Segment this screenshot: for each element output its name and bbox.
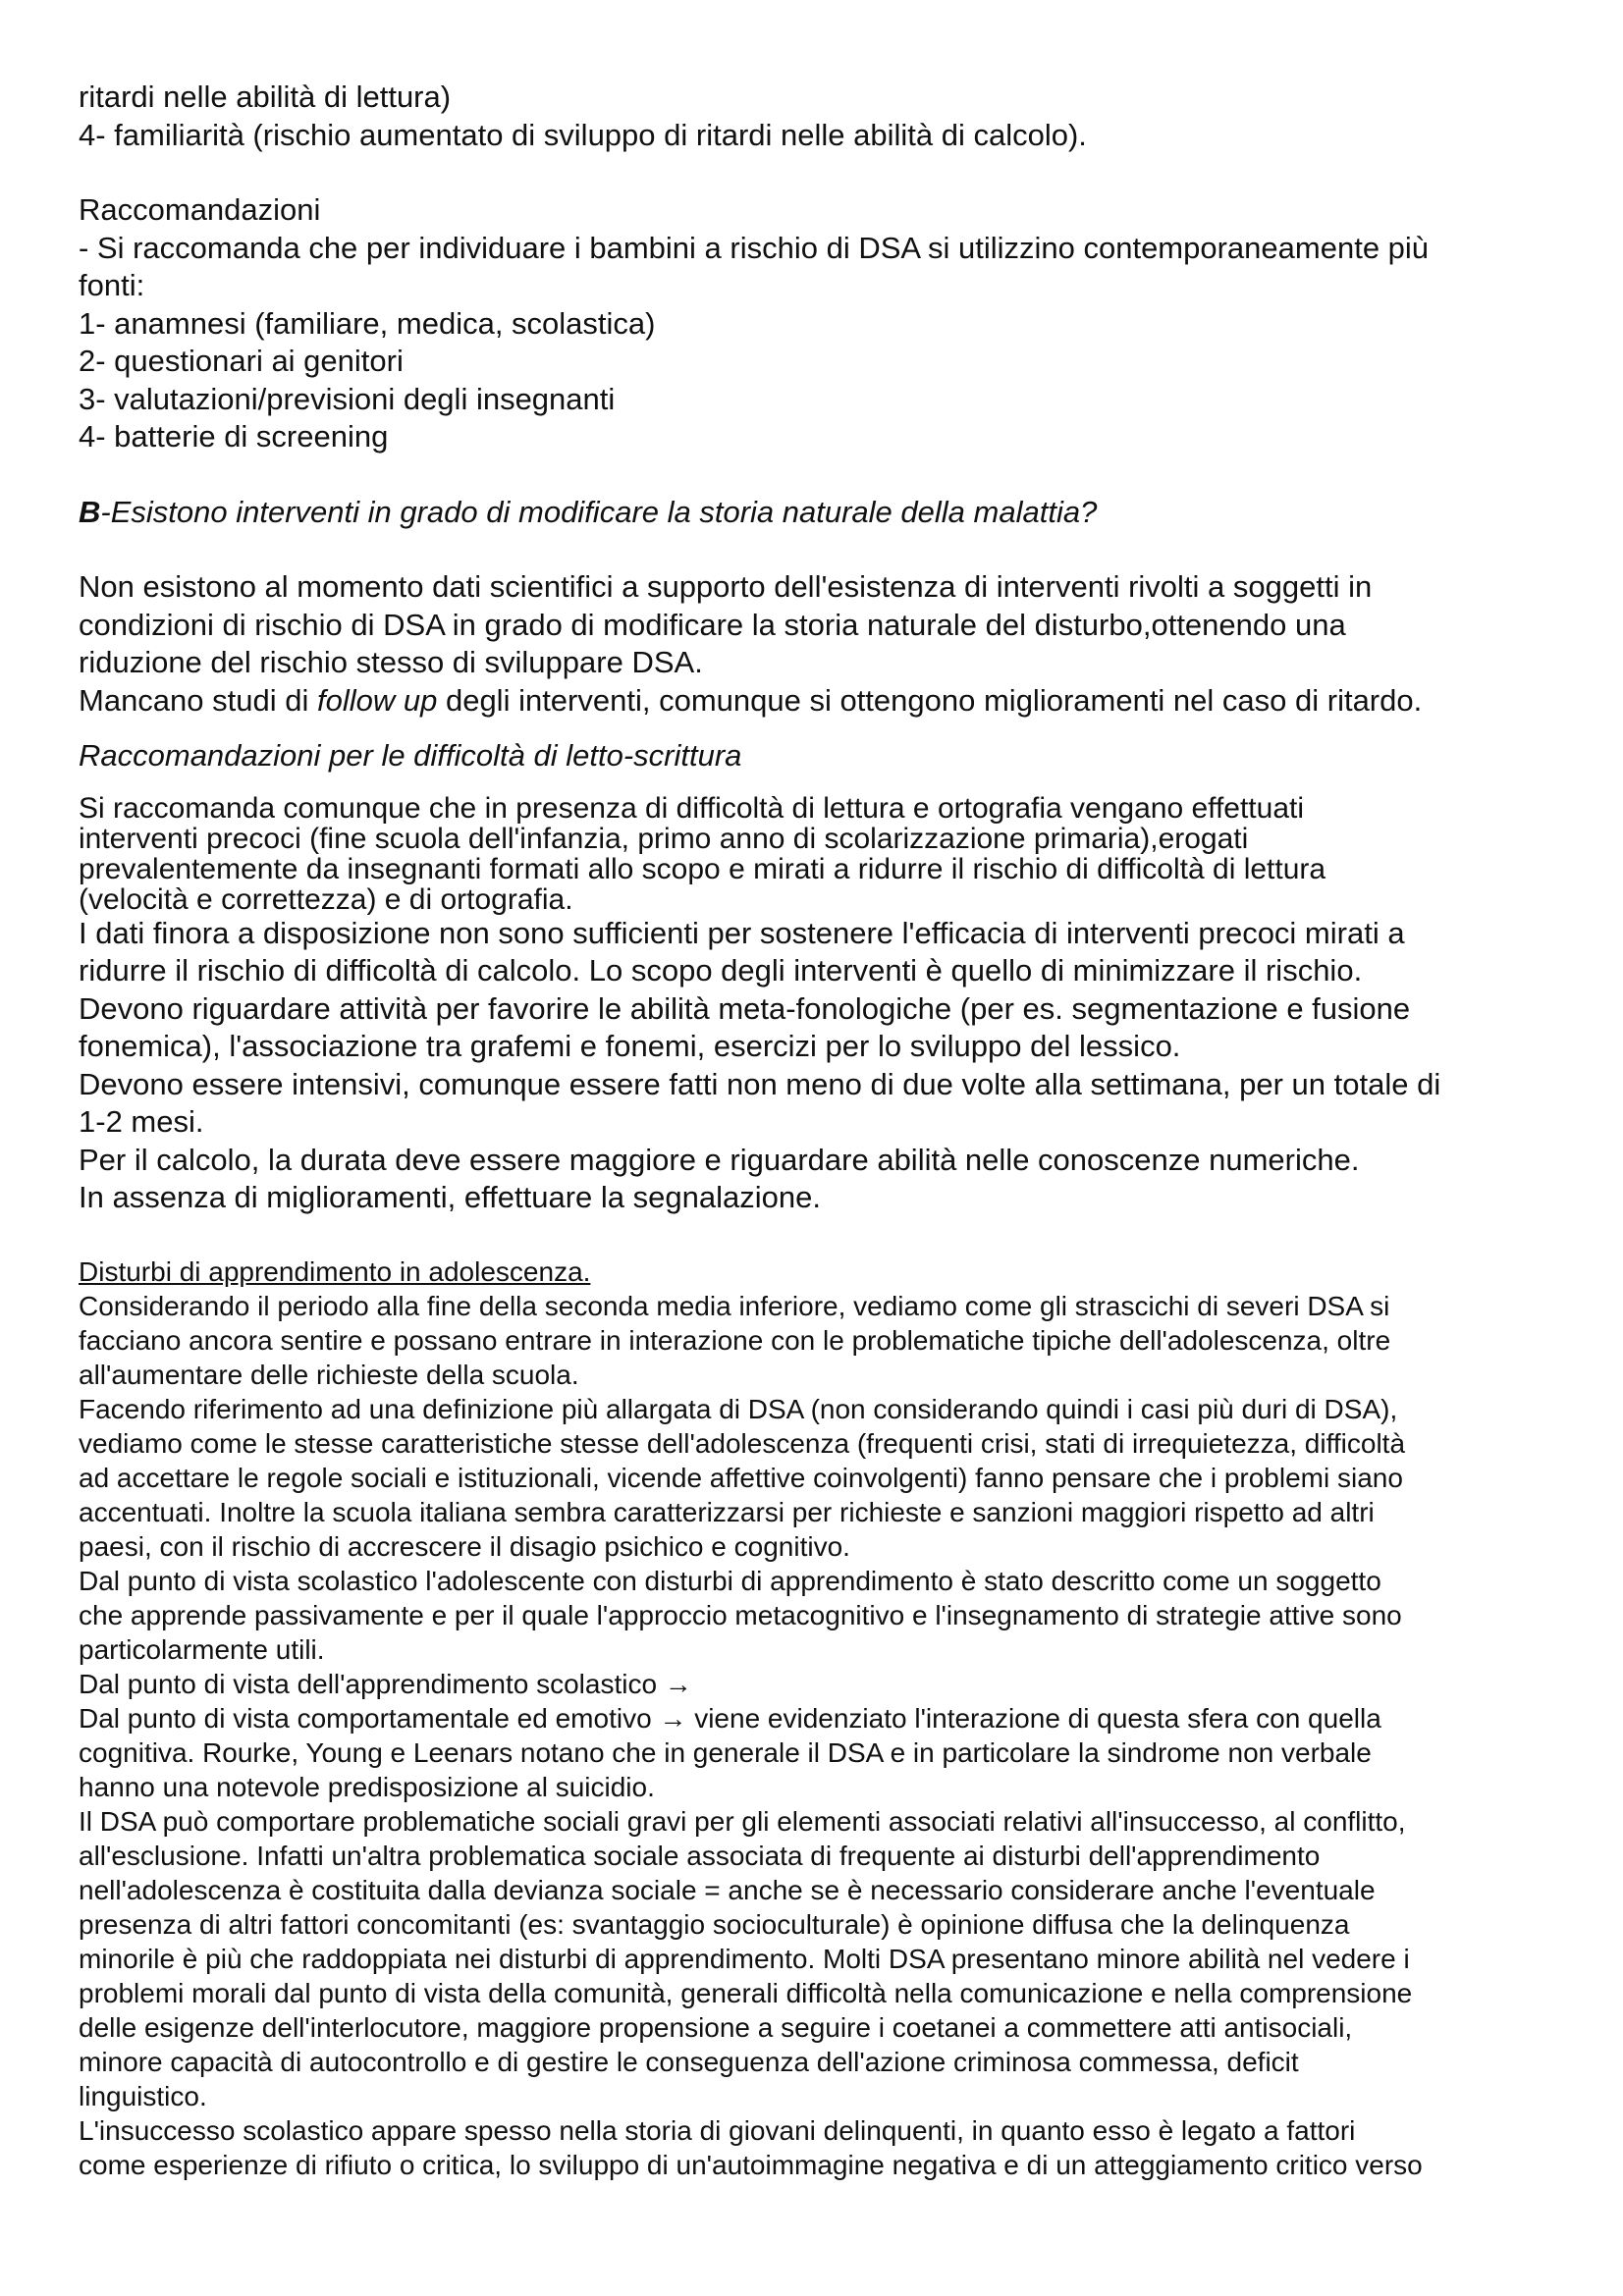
text-line: condizioni di rischio di DSA in grado di modificare la storia naturale del disturbo,ottenendo una bbox=[79, 607, 1346, 642]
question-letter: B bbox=[79, 494, 101, 529]
text-line: accentuati. Inoltre la scuola italiana sembra caratterizzarsi per richieste e sanzioni maggiori rispetto ad altri bbox=[79, 1496, 1375, 1527]
text-line: paesi, con il rischio di accrescere il disagio psichico e cognitivo. bbox=[79, 1530, 850, 1562]
text-line: Non esistono al momento dati scientifici a supporto dell'esistenza di interventi rivolti a soggetti in bbox=[79, 569, 1373, 604]
text-line: nell'adolescenza è costituita dalla devianza sociale = anche se è necessario considerare anche l'eventuale bbox=[79, 1874, 1376, 1905]
question-text: -Esistono interventi in grado di modificare la storia naturale della malattia? bbox=[100, 494, 1098, 529]
adolescenza-section bbox=[79, 1255, 1551, 2182]
text-line: 4- familiarità (rischio aumentato di sviluppo di ritardi nelle abilità di calcolo). bbox=[79, 117, 1087, 152]
text-line: cognitiva. Rourke, Young e Leenars notano che in generale il DSA e in particolare la sindrome non verbale bbox=[79, 1736, 1372, 1768]
followup-post: degli interventi, comunque si ottengono miglioramenti nel caso di ritardo. bbox=[437, 682, 1423, 718]
text-line: interventi precoci (fine scuola dell'infanzia, primo anno di scolarizzazione primaria),erogati bbox=[79, 822, 1249, 855]
list-item: 3- valutazioni/previsioni degli insegnanti bbox=[79, 381, 616, 416]
text-line: Dal punto di vista dell'apprendimento scolastico → bbox=[79, 1668, 692, 1699]
text-line: minore capacità di autocontrollo e di gestire le conseguenza dell'azione criminosa commessa, deficit bbox=[79, 2046, 1299, 2077]
followup-pre: Mancano studi di bbox=[79, 682, 317, 718]
text-line: hanno una notevole predisposizione al suicidio. bbox=[79, 1771, 655, 1802]
text-line: Per il calcolo, la durata deve essere maggiore e riguardare abilità nelle conoscenze numeriche. bbox=[79, 1142, 1360, 1177]
text-line: all'esclusione. Infatti un'altra problematica sociale associata di frequente ai disturbi dell'apprendimento bbox=[79, 1840, 1321, 1871]
document-page bbox=[79, 79, 1551, 2182]
raccomandazioni-lettoscrittura-body bbox=[79, 793, 1551, 1217]
list-item: 2- questionari ai genitori bbox=[79, 344, 404, 378]
text-line: particolarmente utili. bbox=[79, 1633, 325, 1665]
text-line: linguistico. bbox=[79, 2080, 207, 2111]
raccomandazioni-lettoscrittura-title: Raccomandazioni per le difficoltà di letto-scrittura bbox=[79, 738, 742, 773]
followup-italic: follow up bbox=[316, 682, 438, 718]
section-title-underlined: Disturbi di apprendimento in adolescenza. bbox=[79, 1255, 591, 1287]
text-line: Dal punto di vista comportamentale ed emotivo → viene evidenziato l'interazione di questa sfera con quella bbox=[79, 1702, 1381, 1734]
text-line: Si raccomanda comunque che in presenza di difficoltà di lettura e ortografia vengano effettuati bbox=[79, 791, 1305, 825]
text-line: fonemica), l'associazione tra grafemi e fonemi, esercizi per lo sviluppo del lessico. bbox=[79, 1029, 1181, 1063]
text-line bbox=[79, 682, 1551, 721]
text-line: Dal punto di vista scolastico l'adolescente con disturbi di apprendimento è stato descritto come un soggetto bbox=[79, 1565, 1381, 1596]
text-line: ridurre il rischio di difficoltà di calcolo. Lo scopo degli interventi è quello di minimizzare il rischio. bbox=[79, 953, 1363, 988]
text-line: 1-2 mesi. bbox=[79, 1104, 204, 1139]
text-line: come esperienze di rifiuto o critica, lo sviluppo di un'autoimmagine negativa e di un atteggiamento critico verso bbox=[79, 2149, 1423, 2180]
text-line: riduzione del rischio stesso di sviluppare DSA. bbox=[79, 645, 703, 679]
question-b-heading bbox=[79, 494, 1551, 532]
text-line: Devono essere intensivi, comunque essere fatti non meno di due volte alla settimana, per un totale di bbox=[79, 1066, 1441, 1101]
text-line: problemi morali dal punto di vista della comunità, generali difficoltà nella comunicazione e nella comprensione bbox=[79, 1977, 1413, 2008]
text-line: presenza di altri fattori concomitanti (es: svantaggio socioculturale) è opinione diffusa che la delinquenza bbox=[79, 1908, 1350, 1940]
list-item: 4- batterie di screening bbox=[79, 419, 389, 454]
text-line: - Si raccomanda che per individuare i bambini a rischio di DSA si utilizzino contemporaneamente più bbox=[79, 230, 1430, 265]
text-line: (velocità e correttezza) e di ortografia. bbox=[79, 882, 573, 916]
text-line: delle esigenze dell'interlocutore, maggiore propensione a seguire i coetanei a commettere atti antisociali, bbox=[79, 2011, 1353, 2043]
text-line: ritardi nelle abilità di lettura) bbox=[79, 80, 452, 114]
text-line: In assenza di miglioramenti, effettuare la segnalazione. bbox=[79, 1180, 821, 1214]
text-line: che apprende passivamente e per il quale l'approccio metacognitivo e l'insegnamento di strategie attive sono bbox=[79, 1599, 1402, 1630]
list-item: 1- anamnesi (familiare, medica, scolastica) bbox=[79, 305, 656, 341]
text-line: facciano ancora sentire e possano entrare in interazione con le problematiche tipiche dell'adolescenza, oltre bbox=[79, 1324, 1391, 1356]
text-line: vediamo come le stesse caratteristiche stesse dell'adolescenza (frequenti crisi, stati di irrequietezza, difficoltà bbox=[79, 1427, 1406, 1459]
intro-list-continuation bbox=[79, 79, 1551, 154]
text-line: I dati finora a disposizione non sono sufficienti per sostenere l'efficacia di interventi precoci mirati a bbox=[79, 915, 1405, 950]
text-line: Il DSA può comportare problematiche sociali gravi per gli elementi associati relativi all'insuccesso, al conflitto, bbox=[79, 1805, 1406, 1837]
text-line: Considerando il periodo alla fine della seconda media inferiore, vediamo come gli strascichi di severi DSA si bbox=[79, 1290, 1390, 1321]
text-line: all'aumentare delle richieste della scuola. bbox=[79, 1359, 579, 1390]
text-line: fonti: bbox=[79, 268, 145, 302]
text-line: L'insuccesso scolastico appare spesso nella storia di giovani delinquenti, in quanto esso è legato a fattori bbox=[79, 2114, 1356, 2146]
text-line: Facendo riferimento ad una definizione più allargata di DSA (non considerando quindi i casi più duri di DSA), bbox=[79, 1393, 1398, 1424]
text-line: prevalentemente da insegnanti formati allo scopo e mirati a ridurre il rischio di difficoltà di lettura bbox=[79, 852, 1326, 885]
answer-b-section bbox=[79, 568, 1551, 720]
text-line: Devono riguardare attività per favorire le abilità meta-fonologiche (per es. segmentazione e fusione bbox=[79, 990, 1411, 1026]
raccomandazioni-section bbox=[79, 191, 1551, 456]
section-title: Raccomandazioni bbox=[79, 192, 321, 227]
text-line: minorile è più che raddoppiata nei disturbi di apprendimento. Molti DSA presentano minore abilità nel vedere i bbox=[79, 1943, 1410, 1974]
text-line: ad accettare le regole sociali e istituzionali, vicende affettive coinvolgenti) fanno pensare che i problemi siano bbox=[79, 1462, 1403, 1493]
